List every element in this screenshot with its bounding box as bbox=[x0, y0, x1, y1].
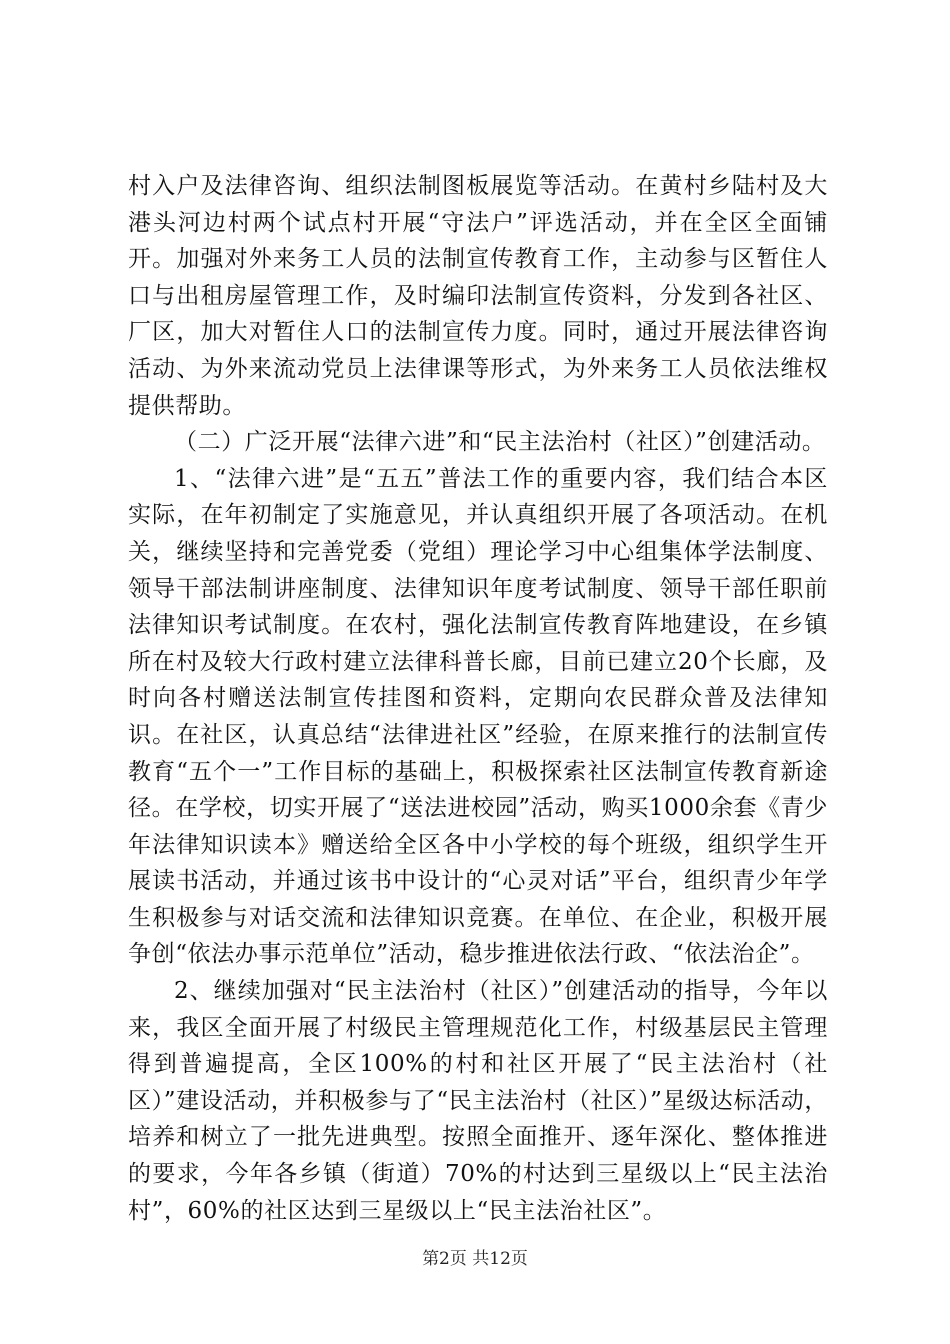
section-heading: （二）广泛开展“法律六进”和“民主法治村（社区）”创建活动。 bbox=[174, 429, 826, 456]
paragraph-law-six-entries: 1、“法律六进”是“五五”普法工作的重要内容，我们结合本区实际，在年初制定了实施意见，并认真组织开展了各项活动。在机关，继续坚持和完善党委（党组）理论学习中心组集体学法制度、领导干部法制讲座制度、法律知识年度考试制度、领导干部任职前法律知识考试制度。在农村，强化法制宣传教育阵地建设，在乡镇所在村及较大行政村建立法律科普长廊，目前已建立20个长廊，及时向各村赠送法制宣传挂图和资料，定期向农民群众普及法律知识。在社区，认真总结“法律进社区”经验，在原来推行的法制宣传教育“五个一”工作目标的基础上，积极探索社区法制宣传教育新途径。在学校，切实开展了“送法进校园”活动，购买1000余套《青少年法律知识读本》赠送给全区各中小学校的每个班级，组织学生开展读书活动，并通过该书中设计的“心灵对话”平台，组织青少年学生积极参与对话交流和法律知识竞赛。在单位、在企业，积极开展争创“依法办事示范单位”活动，稳步推进依法行政、“依法治企”。 bbox=[128, 465, 828, 968]
page-number-footer: 第2页 共12页 bbox=[422, 1249, 528, 1269]
paragraph-democratic-villages: 2、继续加强对“民主法治村（社区）”创建活动的指导，今年以来，我区全面开展了村级民主管理规范化工作，村级基层民主管理得到普遍提高，全区100%的村和社区开展了“民主法治村（社区）”建设活动，并积极参与了“民主法治村（社区）”星级达标活动，培养和树立了一批先进典型。按照全面推开、逐年深化、整体推进的要求，今年各乡镇（街道）70%的村达到三星级以上“民主法治村”，60%的社区达到三星级以上“民主法治社区”。 bbox=[128, 978, 828, 1224]
document-body bbox=[128, 168, 828, 1229]
paragraph-continuation: 村入户及法律咨询、组织法制图板展览等活动。在黄村乡陆村及大港头河边村两个试点村开展“守法户”评选活动，并在全区全面铺开。加强对外来务工人员的法制宣传教育工作，主动参与区暂住人口与出租房屋管理工作，及时编印法制宣传资料，分发到各社区、厂区，加大对暂住人口的法制宣传力度。同时，通过开展法律咨询活动、为外来流动党员上法律课等形式，为外来务工人员依法维权提供帮助。 bbox=[128, 173, 828, 419]
